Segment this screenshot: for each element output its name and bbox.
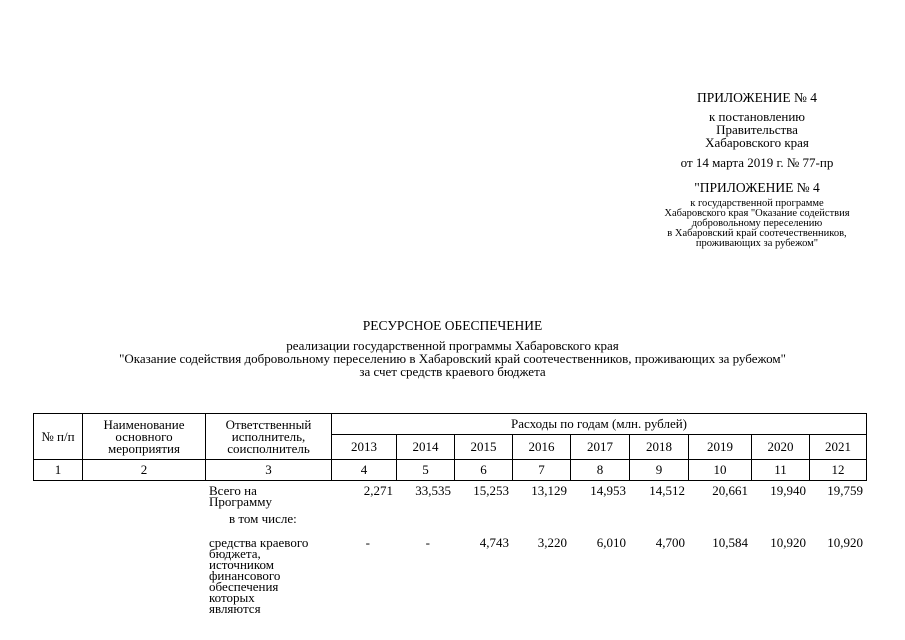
row-value: 15,253 bbox=[473, 483, 509, 498]
appendix-decree-line: к постановлению bbox=[708, 109, 806, 124]
header-year: 2014 bbox=[397, 435, 455, 460]
column-number: 7 bbox=[513, 460, 571, 481]
row-value: 14,953 bbox=[590, 483, 626, 498]
appendix-decree-line: Хабаровского края bbox=[705, 135, 809, 150]
row-value: 33,535 bbox=[415, 483, 451, 498]
column-number: 4 bbox=[332, 460, 397, 481]
header-executor: Ответственный исполнитель, соисполнитель bbox=[206, 414, 332, 460]
row-value: 14,512 bbox=[649, 483, 685, 498]
header-expenses: Расходы по годам (млн. рублей) bbox=[332, 414, 867, 435]
appendix-program-heading: "ПРИЛОЖЕНИЕ № 4 bbox=[694, 180, 820, 195]
header-year: 2017 bbox=[571, 435, 630, 460]
row-value: 19,759 bbox=[827, 483, 863, 498]
row-value: 10,584 bbox=[712, 535, 748, 550]
row-value: 20,661 bbox=[712, 483, 748, 498]
appendix-program-block bbox=[634, 180, 880, 249]
column-number: 2 bbox=[83, 460, 206, 481]
column-number: 9 bbox=[630, 460, 689, 481]
header-num: № п/п bbox=[34, 414, 83, 460]
resource-table-body bbox=[33, 485, 866, 614]
table-row bbox=[33, 513, 866, 533]
header-year: 2020 bbox=[752, 435, 810, 460]
appendix-decree-date: от 14 марта 2019 г. № 77-пр bbox=[680, 155, 834, 170]
header-year: 2018 bbox=[630, 435, 689, 460]
column-number: 3 bbox=[206, 460, 332, 481]
document-title: РЕСУРСНОЕ ОБЕСПЕЧЕНИЕ bbox=[362, 318, 543, 333]
row-label: средства краевого бюджета, источником финансового обеспечения которых являются bbox=[209, 535, 309, 616]
header-year: 2019 bbox=[689, 435, 752, 460]
column-number: 1 bbox=[34, 460, 83, 481]
row-value: 10,920 bbox=[770, 535, 806, 550]
subtitle-line: за счет средств краевого бюджета bbox=[359, 364, 546, 379]
row-label: Всего на Программу bbox=[209, 483, 272, 509]
document-subtitle bbox=[0, 339, 905, 378]
row-value: 13,129 bbox=[531, 483, 567, 498]
table-row bbox=[33, 533, 866, 614]
table-row bbox=[33, 485, 866, 513]
row-value: - bbox=[425, 535, 430, 550]
column-number: 11 bbox=[752, 460, 810, 481]
subtitle-line: "Оказание содействия добровольному переселению в Хабаровский край соотечественников, проживающих за рубежом" bbox=[119, 351, 786, 366]
header-year: 2015 bbox=[455, 435, 513, 460]
resource-table-header bbox=[33, 413, 867, 481]
column-number: 5 bbox=[397, 460, 455, 481]
column-number: 6 bbox=[455, 460, 513, 481]
subtitle-line: реализации государственной программы Хабаровского края bbox=[286, 338, 619, 353]
row-value: 10,920 bbox=[827, 535, 863, 550]
column-number: 8 bbox=[571, 460, 630, 481]
appendix-program-line: к государственной программе bbox=[690, 198, 824, 209]
column-number: 12 bbox=[810, 460, 867, 481]
row-value: 2,271 bbox=[363, 483, 393, 498]
row-value: - bbox=[365, 535, 370, 550]
row-value: 6,010 bbox=[596, 535, 626, 550]
appendix-decree-line: Правительства bbox=[716, 122, 798, 137]
row-value: 19,940 bbox=[770, 483, 806, 498]
appendix-decree-heading: ПРИЛОЖЕНИЕ № 4 bbox=[696, 90, 818, 105]
row-label: в том числе: bbox=[229, 511, 297, 526]
appendix-program-line: в Хабаровский край соотечественников, bbox=[667, 228, 847, 239]
header-name: Наименование основного мероприятия bbox=[83, 414, 206, 460]
row-value: 3,220 bbox=[537, 535, 567, 550]
appendix-program-line: проживающих за рубежом" bbox=[695, 238, 819, 249]
header-year: 2016 bbox=[513, 435, 571, 460]
header-year: 2021 bbox=[810, 435, 867, 460]
appendix-program-line: Хабаровского края "Оказание содействия bbox=[664, 208, 850, 219]
header-year: 2013 bbox=[332, 435, 397, 460]
row-value: 4,700 bbox=[655, 535, 685, 550]
appendix-decree-block bbox=[634, 90, 880, 171]
column-number: 10 bbox=[689, 460, 752, 481]
appendix-program-line: добровольному переселению bbox=[691, 218, 823, 229]
row-value: 4,743 bbox=[479, 535, 509, 550]
